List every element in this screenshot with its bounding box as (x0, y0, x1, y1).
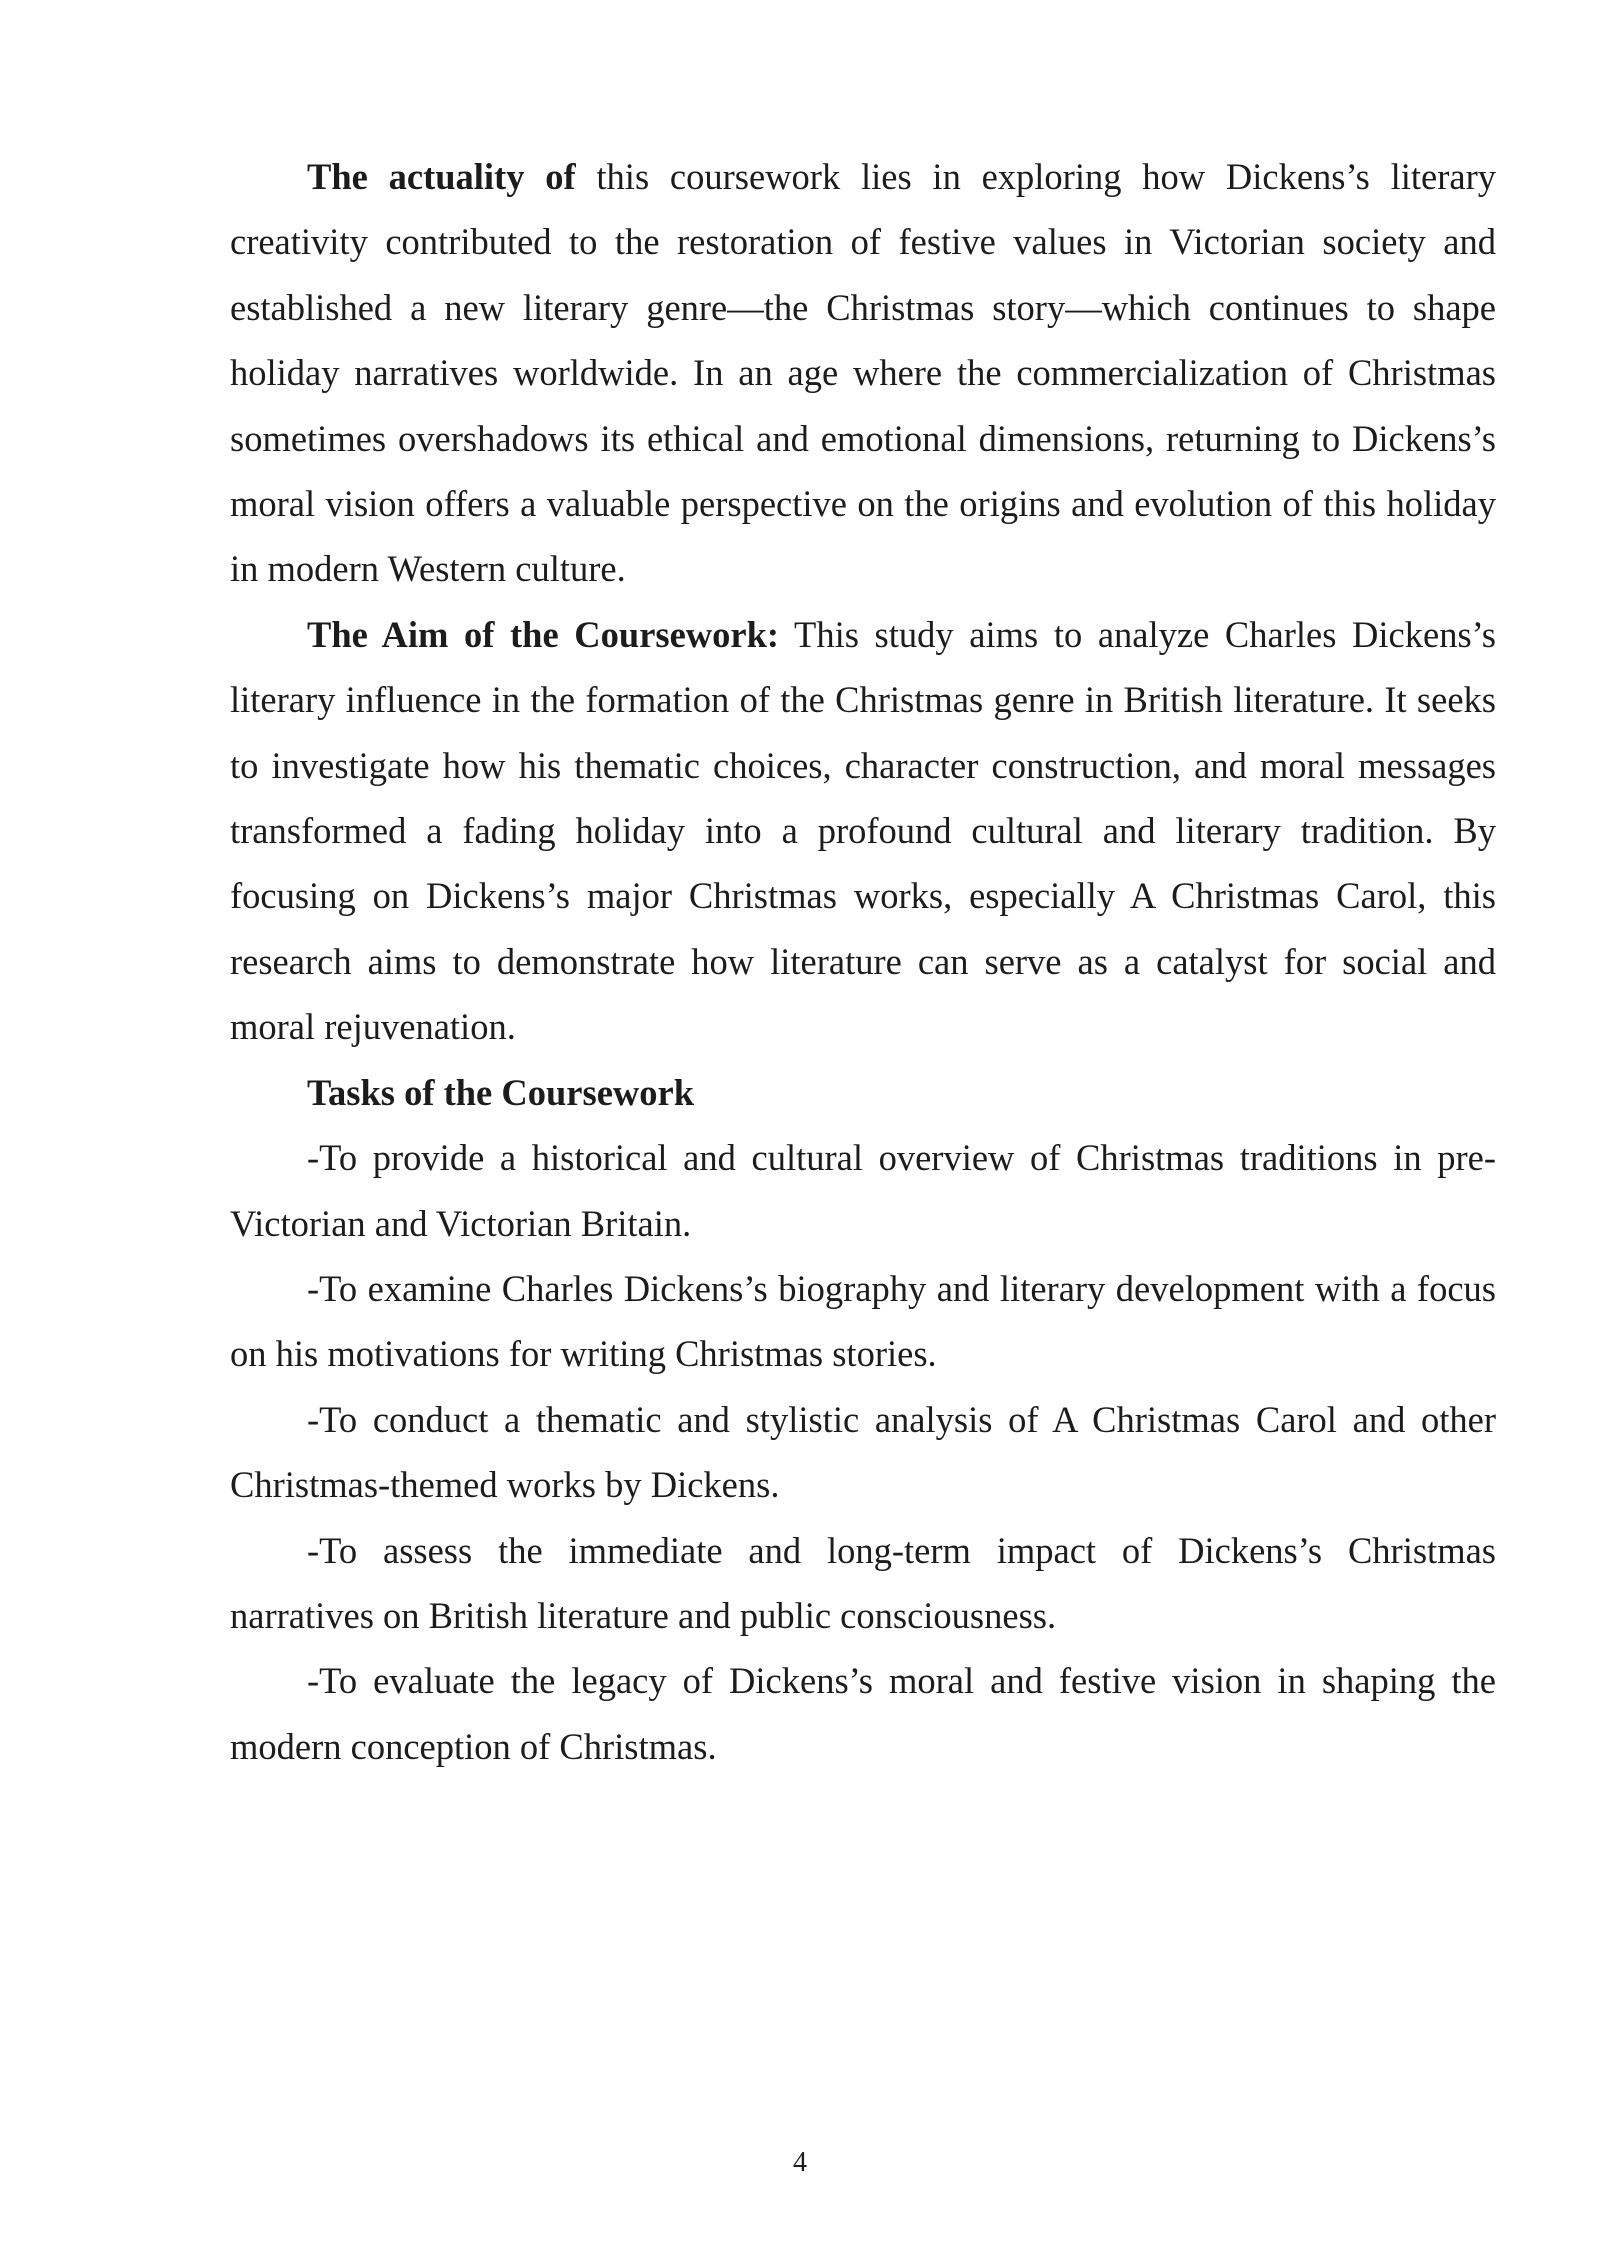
task-item: -To assess the immediate and long-term impact of Dickens’s Christmas narratives on British literature and public consciousness. (230, 1529, 1496, 1636)
task-item: -To conduct a thematic and stylistic analysis of A Christmas Carol and other Christmas-themed works by Dickens. (230, 1398, 1496, 1506)
aim-paragraph (230, 602, 1496, 1060)
tasks-heading: Tasks of the Coursework (307, 1071, 695, 1113)
actuality-paragraph (230, 144, 1496, 602)
task-item: -To evaluate the legacy of Dickens’s moral and festive vision in shaping the modern conception of Christmas. (230, 1660, 1496, 1767)
aim-lead: The Aim of the Coursework: (307, 613, 780, 655)
actuality-lead: The actuality of (307, 156, 576, 197)
task-item: -To examine Charles Dickens’s biography and literary development with a focus on his motivations for writing Christmas stories. (230, 1267, 1496, 1375)
actuality-body: this coursework lies in exploring how Dickens’s literary creativity contributed to the restoration of festive values in Victorian society and established a new literary genre—the Christmas story—which continues to shape holiday narratives worldwide. In an age where the commercialization of Christmas sometimes overshadows its ethical and emotional dimensions, returning to Dickens’s moral vision offers a valuable perspective on the origins and evolution of this holiday in modern Western culture. (230, 156, 1496, 590)
task-item: -To provide a historical and cultural overview of Christmas traditions in pre-Victorian and Victorian Britain. (230, 1137, 1496, 1244)
body-text (230, 144, 1496, 1779)
page-number: 4 (793, 2147, 807, 2178)
aim-body: This study aims to analyze Charles Dickens’s literary influence in the formation of the Christmas genre in British literature. It seeks to investigate how his thematic choices, character construction, and moral messages transformed a fading holiday into a profound cultural and literary tradition. By focusing on Dickens’s major Christmas works, especially A Christmas Carol, this research aims to demonstrate how literature can serve as a catalyst for social and moral rejuvenation. (230, 613, 1496, 1048)
